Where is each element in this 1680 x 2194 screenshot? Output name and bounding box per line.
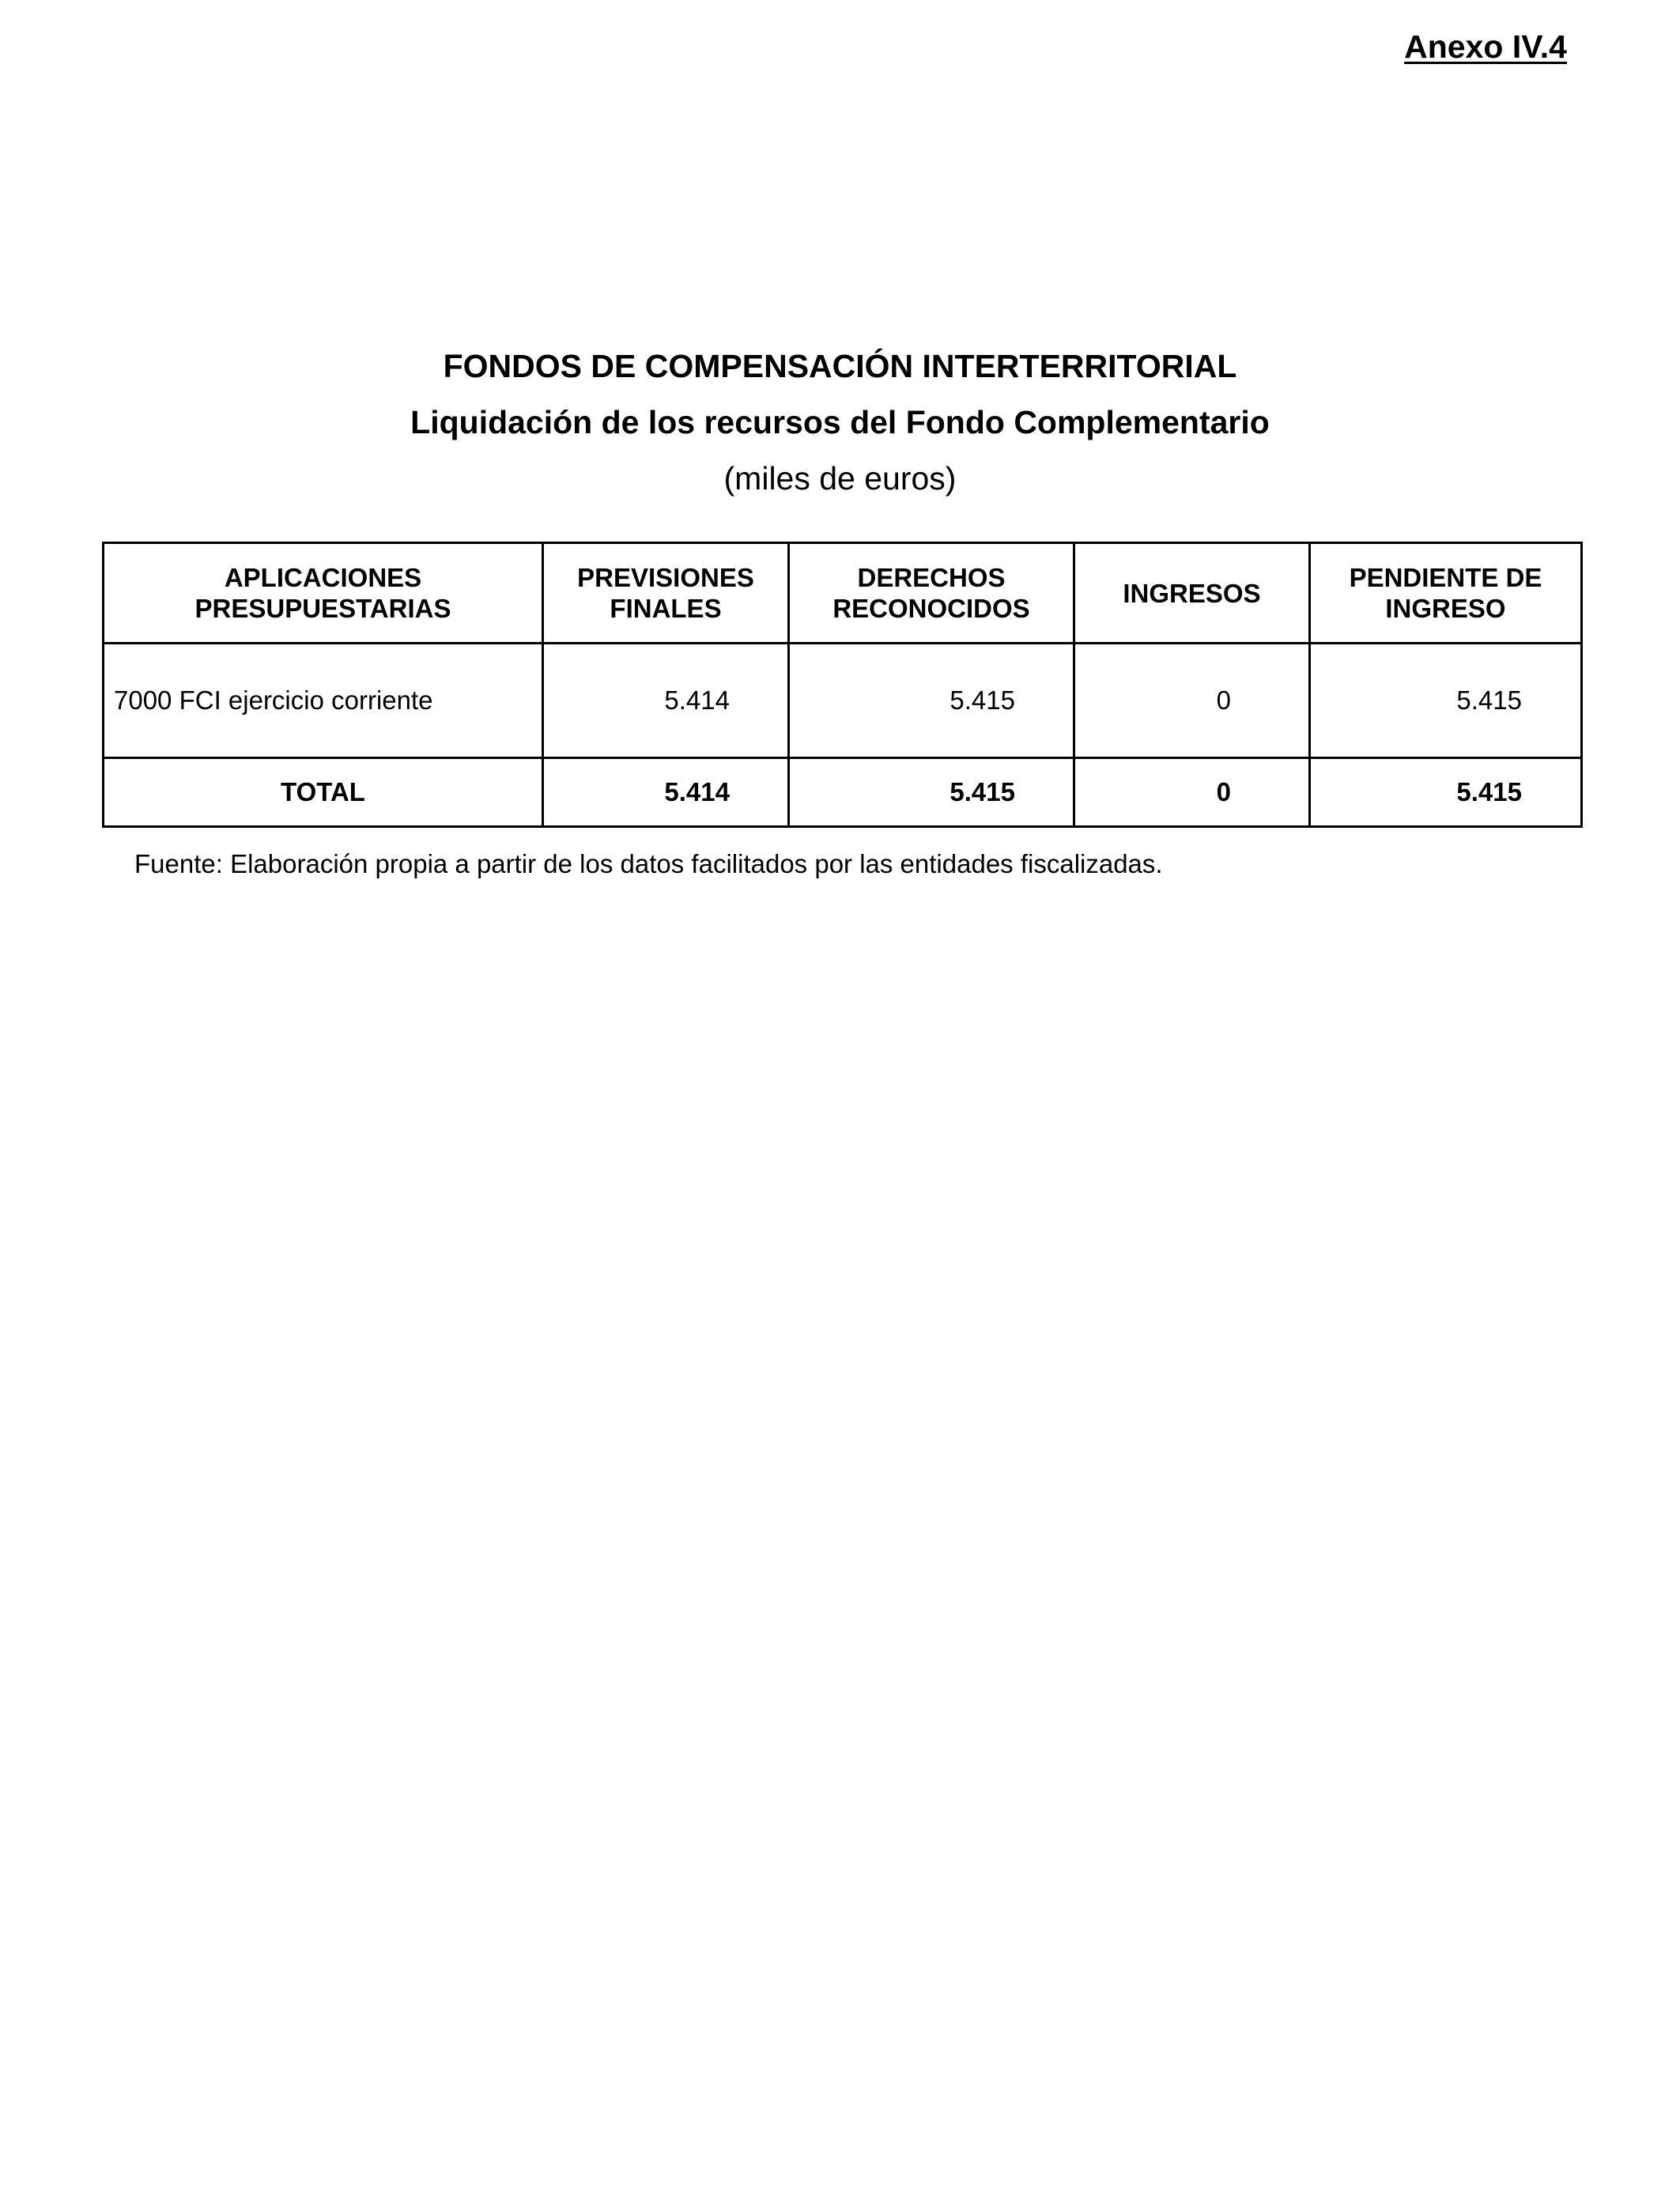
header-derechos-line1: DERECHOS xyxy=(857,563,1006,592)
title-block xyxy=(0,346,1680,498)
total-derechos: 5.415 xyxy=(789,758,1074,827)
header-ingresos xyxy=(1074,543,1310,644)
document-title: FONDOS DE COMPENSACIÓN INTERTERRITORIAL xyxy=(443,348,1237,384)
cell-pendiente: 5.415 xyxy=(1310,644,1582,758)
units-note: (miles de euros) xyxy=(723,460,957,497)
header-pendiente-line1: PENDIENTE DE xyxy=(1349,563,1542,592)
total-row xyxy=(104,758,1582,827)
header-pendiente-line2: INGRESO xyxy=(1385,594,1506,623)
total-ingresos: 0 xyxy=(1074,758,1310,827)
header-aplicaciones-line2: PRESUPUESTARIAS xyxy=(194,594,451,623)
cell-derechos: 5.415 xyxy=(789,644,1074,758)
table-row xyxy=(104,644,1582,758)
total-pendiente: 5.415 xyxy=(1310,758,1582,827)
source-note: Fuente: Elaboración propia a partir de los datos facilitados por las entidades fiscalizadas. xyxy=(134,849,1163,878)
header-ingresos-label: INGRESOS xyxy=(1123,578,1261,608)
header-aplicaciones-line1: APLICACIONES xyxy=(224,563,422,592)
header-pendiente xyxy=(1310,543,1582,644)
cell-ingresos: 0 xyxy=(1074,644,1310,758)
table-header-row xyxy=(104,543,1582,644)
total-label: TOTAL xyxy=(104,758,543,827)
annex-reference: Anexo IV.4 xyxy=(1404,28,1567,65)
liquidation-table xyxy=(102,542,1583,828)
cell-aplicacion: 7000 FCI ejercicio corriente xyxy=(104,644,543,758)
header-derechos xyxy=(789,543,1074,644)
header-previsiones-line1: PREVISIONES xyxy=(577,563,754,592)
header-previsiones xyxy=(543,543,789,644)
header-previsiones-line2: FINALES xyxy=(610,594,722,623)
total-previsiones: 5.414 xyxy=(543,758,789,827)
header-derechos-line2: RECONOCIDOS xyxy=(832,594,1030,623)
header-aplicaciones xyxy=(104,543,543,644)
cell-previsiones: 5.414 xyxy=(543,644,789,758)
document-subtitle: Liquidación de los recursos del Fondo Complementario xyxy=(410,404,1270,440)
